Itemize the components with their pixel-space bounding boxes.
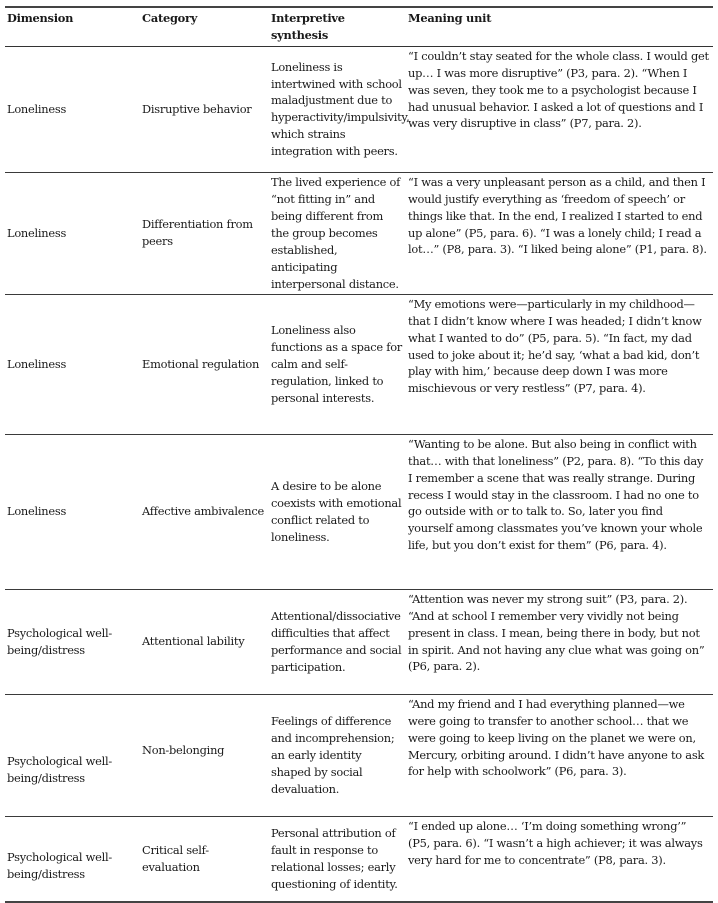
cell-synthesis: Loneliness is intertwined with school maladjustment due to hyperactivity/impulsivity, which strains integration with peers. <box>271 59 410 159</box>
cell-meaning-unit: “I was a very unpleasant person as a child, and then I would justify everything as ‘freedom of speech’ or things like that. In the end, I realized I started to end up alone” (P5, para. 6). “I was a lonely child; I read a lot…” (P8, para. 3). “I liked being alone” (P1, para. 8). <box>408 174 707 257</box>
header-meaning-unit: Meaning unit <box>408 11 492 25</box>
header-row <box>5 7 713 46</box>
cell-meaning-unit: “And my friend and I had everything planned—we were going to transfer to another school… that we were going to keep living on the planet we were on, Mercury, orbiting around. I didn’t have anyone to ask for help with schoolwork” (P6, para. 3). <box>408 696 705 779</box>
cell-synthesis: Loneliness also functions as a space for calm and self-regulation, linked to personal interests. <box>271 323 403 405</box>
table-row <box>5 46 713 172</box>
cell-dimension: Loneliness <box>7 356 67 371</box>
header-category: Category <box>142 11 198 25</box>
cell-synthesis: Attentional/dissociative difficulties that affect performance and social participation. <box>271 609 402 674</box>
cell-category: Non-belonging <box>142 743 225 758</box>
cell-category: Attentional lability <box>142 634 245 649</box>
cell-synthesis: The lived experience of “not fitting in” and being different from the group becomes established, anticipating interpersonal distance. <box>271 175 401 291</box>
cell-category: Emotional regulation <box>142 356 260 371</box>
table-body <box>5 46 713 902</box>
cell-dimension: Loneliness <box>7 504 67 519</box>
cell-synthesis: A desire to be alone coexists with emotional conflict related to loneliness. <box>271 479 402 544</box>
qualitative-analysis-table <box>5 6 713 903</box>
cell-meaning-unit: “Wanting to be alone. But also being in conflict with that… with that loneliness” (P2, para. 8). “To this day I remember a scene that was really strange. During recess I would stay in the classroom. I had no one to go outside with or to talk to. So, later you find yourself among classmates you’ve known your whole life, but you don’t exist for them” (P6, para. 4). <box>408 436 704 553</box>
cell-category: Affective ambivalence <box>142 504 264 519</box>
table-row <box>5 434 713 589</box>
cell-meaning-unit: “I ended up alone… ‘I’m doing something wrong’” (P5, para. 6). “I wasn’t a high achiever; it was always very hard for me to concentrate” (P8, para. 3). <box>408 818 703 867</box>
cell-dimension: Loneliness <box>7 225 67 240</box>
table-container <box>5 6 713 903</box>
header-synthesis: Interpretive synthesis <box>271 11 345 42</box>
cell-meaning-unit: “I couldn’t stay seated for the whole class. I would get up… I was more disruptive” (P3, para. 2). “When I was seven, they took me to a psychologist because I had unusual behavior. I asked a lot of questions and I was very disruptive in class” (P7, para. 2). <box>408 48 709 131</box>
cell-dimension: Psychological well-being/distress <box>7 849 112 881</box>
cell-category: Differentiation from peers <box>142 217 253 249</box>
header-dimension: Dimension <box>7 11 74 25</box>
table-row <box>5 172 713 294</box>
cell-category: Critical self-evaluation <box>142 843 209 875</box>
cell-category: Disruptive behavior <box>142 101 252 116</box>
cell-synthesis: Feelings of difference and incomprehension; an early identity shaped by social devaluation. <box>271 714 395 796</box>
cell-dimension: Loneliness <box>7 101 67 116</box>
table-row <box>5 816 713 902</box>
cell-dimension: Psychological well-being/distress <box>7 753 112 785</box>
cell-meaning-unit: “Attention was never my strong suit” (P3, para. 2). “And at school I remember very vividly not being present in class. I mean, being there in body, but not in spirit. And not having any clue what was going on” (P6, para. 2). <box>408 591 705 674</box>
cell-meaning-unit: “My emotions were—particularly in my childhood—that I didn’t know where I was headed; I didn’t know what I wanted to do” (P5, para. 5). “In fact, my dad used to joke about it; he’d say, ‘what a bad kid, don’t play with him,’ because deep down I was more mischievous or very restless” (P7, para. 4). <box>408 296 702 396</box>
table-row <box>5 694 713 816</box>
table-row <box>5 294 713 434</box>
table-row <box>5 589 713 694</box>
table-header <box>5 7 713 46</box>
cell-synthesis: Personal attribution of fault in response to relational losses; early questioning of identity. <box>271 826 398 891</box>
cell-dimension: Psychological well-being/distress <box>7 625 112 657</box>
